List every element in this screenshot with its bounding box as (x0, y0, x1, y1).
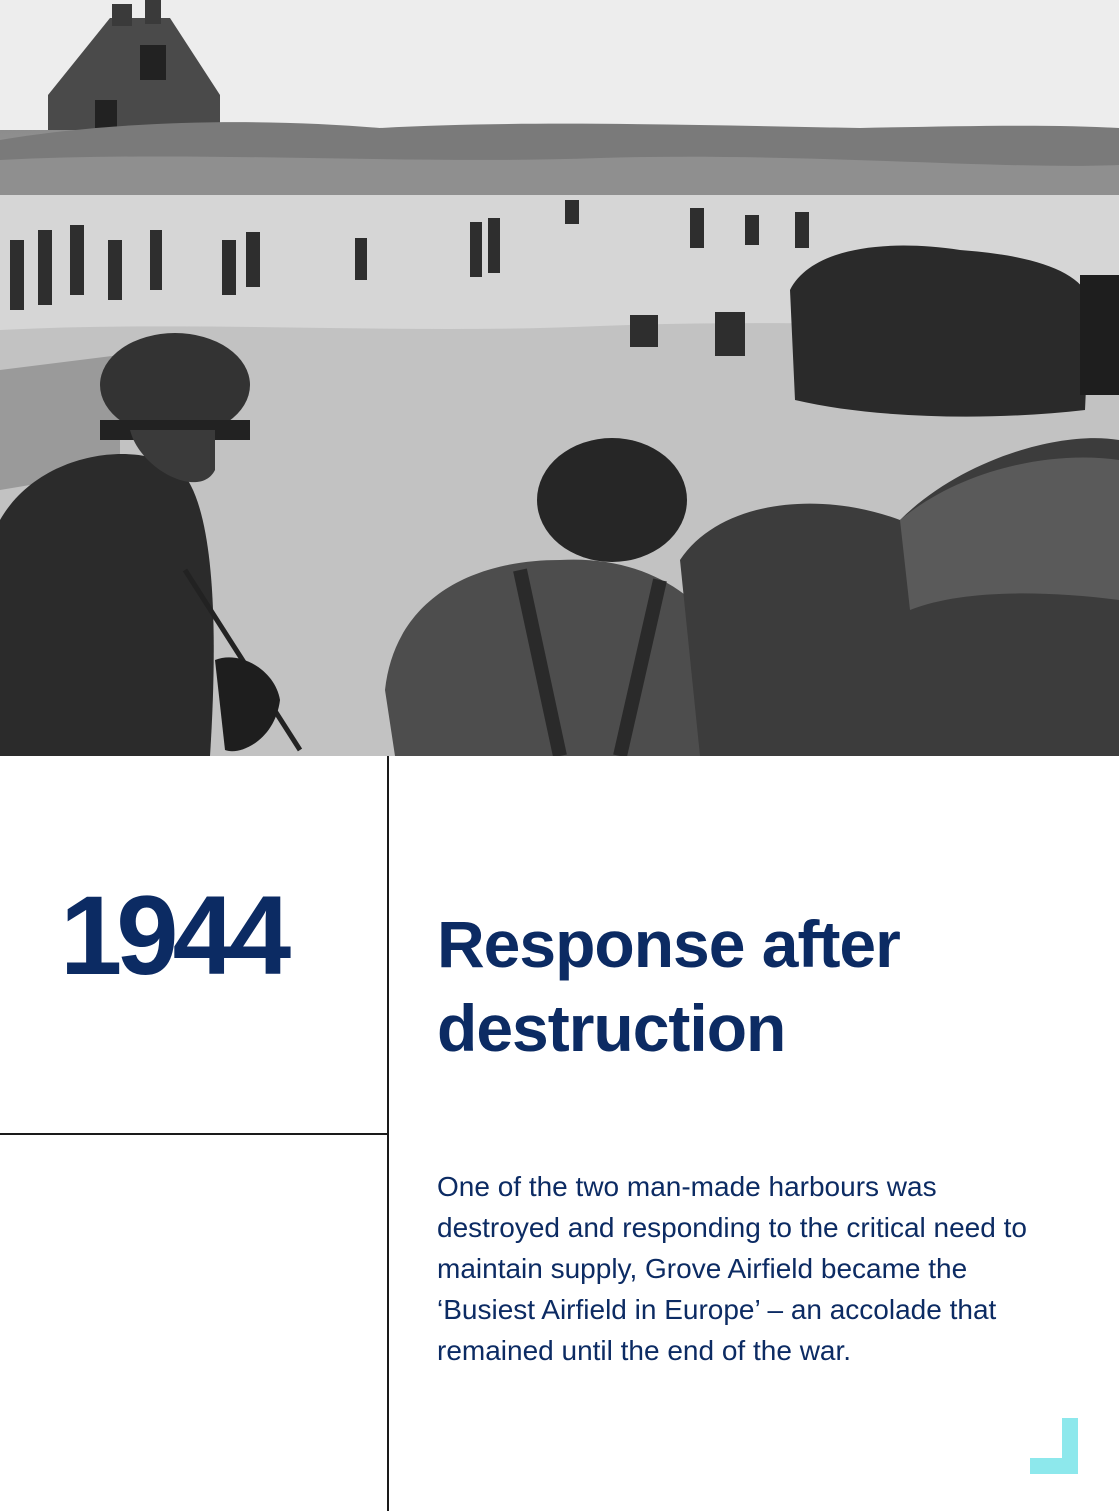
body-paragraph: One of the two man-made harbours was destroyed and responding to the critical need to maintain supply, Grove Airfield became the ‘Busiest Airfield in Europe’ – an accolade that remained until the end of the war. (437, 1171, 1027, 1366)
corner-bracket-icon (1030, 1418, 1078, 1474)
horizontal-rule (0, 1133, 388, 1135)
section-title: Response after destruction (437, 907, 900, 1065)
year-label: 1944 (60, 873, 286, 998)
